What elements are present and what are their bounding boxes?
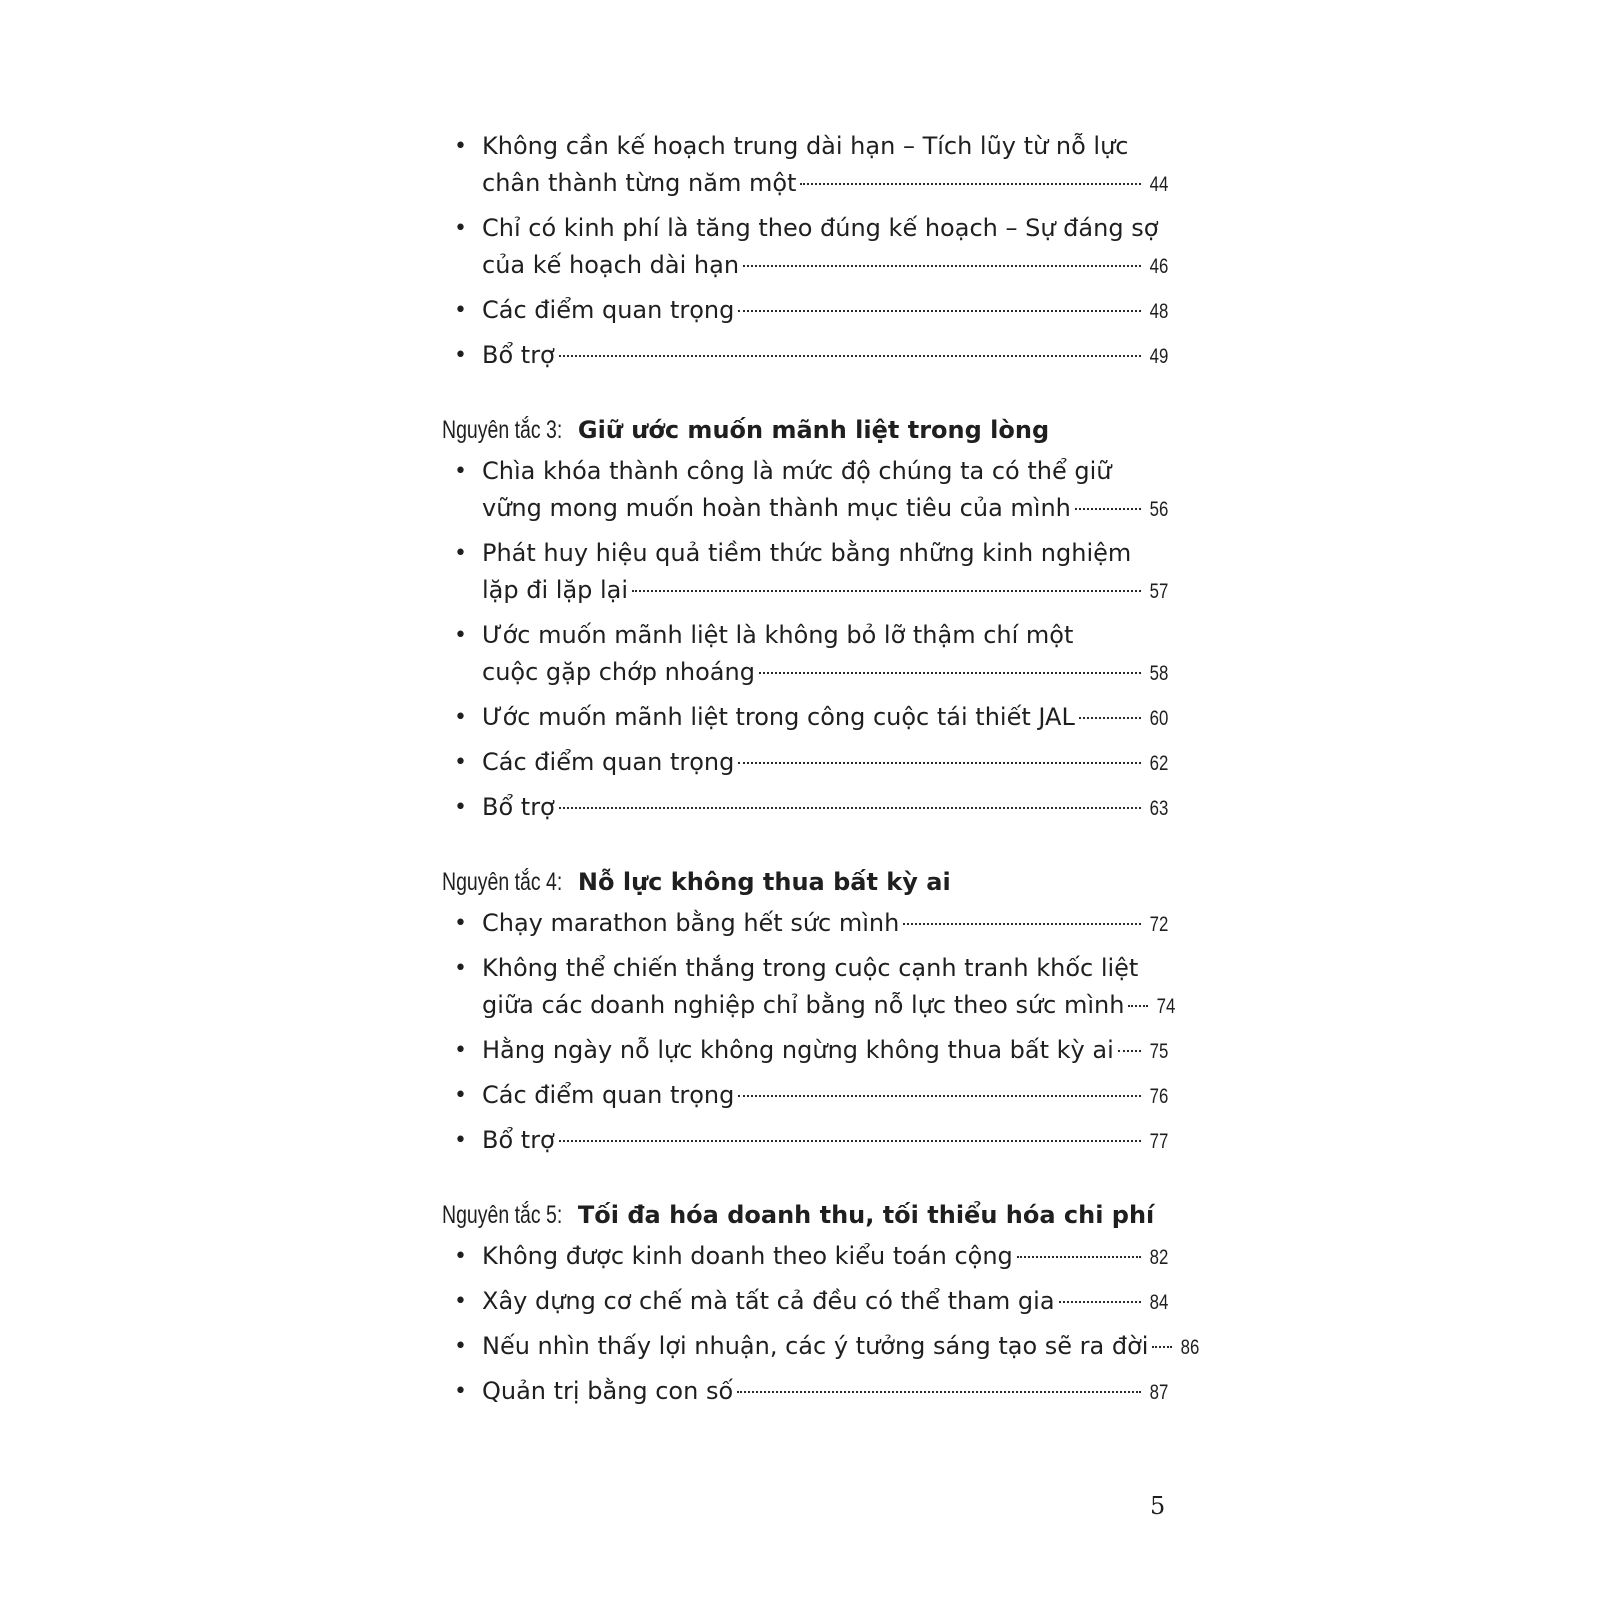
bullet-icon: • — [454, 541, 467, 566]
toc-entry[interactable] — [454, 337, 1168, 375]
entry-last-line — [482, 744, 1168, 782]
entry-title: Hằng ngày nỗ lực không ngừng không thua bất kỳ ai — [482, 1036, 1114, 1064]
toc-entry[interactable] — [454, 292, 1168, 330]
entry-title: Ước muốn mãnh liệt trong công cuộc tái thiết JAL — [482, 703, 1075, 731]
dot-leader — [738, 310, 1140, 312]
bullet-icon: • — [454, 134, 467, 159]
toc-entry[interactable] — [454, 1122, 1168, 1160]
toc-entry[interactable] — [454, 1077, 1168, 1115]
bullet-icon: • — [454, 705, 467, 730]
bullet-icon: • — [454, 1379, 467, 1404]
entry-page-number: 82 — [1149, 1246, 1168, 1269]
entry-page-number: 76 — [1149, 1085, 1168, 1108]
toc-entry[interactable] — [454, 950, 1176, 1025]
entry-last-line — [482, 1373, 1168, 1411]
entry-last-line — [482, 905, 1168, 943]
table-of-contents — [442, 128, 1200, 1418]
entry-last-line — [482, 789, 1168, 827]
dot-leader — [632, 590, 1141, 592]
toc-entry[interactable] — [454, 744, 1168, 782]
section-title — [442, 863, 1168, 901]
entry-title: của kế hoạch dài hạn — [482, 251, 740, 279]
dot-leader — [903, 923, 1140, 925]
entry-title: Các điểm quan trọng — [482, 1081, 735, 1109]
dot-leader — [1152, 1346, 1172, 1348]
bullet-icon: • — [454, 216, 467, 241]
toc-entry[interactable] — [454, 617, 1168, 692]
bullet-icon: • — [454, 1244, 467, 1269]
entry-title-line: Không cần kế hoạch trung dài hạn – Tích lũy từ nỗ lực — [482, 132, 1129, 160]
dot-leader — [738, 762, 1140, 764]
dot-leader — [559, 807, 1141, 809]
dot-leader — [1118, 1050, 1141, 1052]
entry-title-line: Ước muốn mãnh liệt là không bỏ lỡ thậm chí một — [482, 621, 1074, 649]
toc-entry[interactable] — [454, 905, 1168, 943]
entry-title-line: Không thể chiến thắng trong cuộc cạnh tranh khốc liệt — [482, 954, 1139, 982]
toc-entry[interactable] — [454, 699, 1168, 737]
entry-title: Xây dựng cơ chế mà tất cả đều có thể tham gia — [482, 1287, 1055, 1315]
bullet-icon: • — [454, 459, 467, 484]
dot-leader — [1017, 1256, 1141, 1258]
toc-entry[interactable] — [454, 210, 1168, 285]
entry-title: Bổ trợ — [482, 793, 555, 821]
bullet-icon: • — [454, 1289, 467, 1314]
entry-title: Chạy marathon bằng hết sức mình — [482, 909, 900, 937]
toc-entry[interactable] — [454, 128, 1168, 203]
entry-page-number: 56 — [1149, 498, 1168, 521]
dot-leader — [1128, 1005, 1148, 1007]
entry-last-line — [482, 699, 1168, 737]
entry-page-number: 48 — [1149, 300, 1168, 323]
dot-leader — [737, 1391, 1140, 1393]
bullet-icon: • — [454, 911, 467, 936]
toc-entry[interactable] — [454, 1032, 1168, 1070]
toc-entry[interactable] — [454, 789, 1168, 827]
entry-last-line — [482, 490, 1168, 528]
entry-page-number: 86 — [1181, 1336, 1200, 1359]
entry-title: Quản trị bằng con số — [482, 1377, 734, 1405]
dot-leader — [743, 265, 1141, 267]
toc-entry[interactable] — [454, 535, 1168, 610]
entry-title: cuộc gặp chớp nhoáng — [482, 658, 755, 686]
dot-leader — [759, 672, 1141, 674]
entry-title: giữa các doanh nghiệp chỉ bằng nỗ lực theo sức mình — [482, 991, 1125, 1019]
section-title — [442, 1196, 1168, 1234]
bullet-icon: • — [454, 298, 467, 323]
section-label: Nguyên tắc 3: — [442, 416, 563, 444]
entry-title-line: Chìa khóa thành công là mức độ chúng ta có thể giữ — [482, 457, 1112, 485]
entry-page-number: 44 — [1149, 173, 1168, 196]
entry-title: Nếu nhìn thấy lợi nhuận, các ý tưởng sáng tạo sẽ ra đời — [482, 1332, 1149, 1360]
entry-title: vững mong muốn hoàn thành mục tiêu của mình — [482, 494, 1071, 522]
toc-entry[interactable] — [454, 1328, 1200, 1366]
bullet-icon: • — [454, 1083, 467, 1108]
entry-last-line — [482, 165, 1168, 203]
entry-last-line — [482, 1238, 1168, 1276]
toc-entry[interactable] — [454, 1238, 1168, 1276]
toc-section — [442, 1196, 1200, 1411]
toc-entry[interactable] — [454, 1283, 1168, 1321]
dot-leader — [1079, 717, 1141, 719]
entry-last-line — [482, 337, 1168, 375]
toc-section — [442, 128, 1168, 375]
toc-entry[interactable] — [454, 1373, 1168, 1411]
entry-last-line — [482, 987, 1176, 1025]
entry-page-number: 62 — [1149, 752, 1168, 775]
bullet-icon: • — [454, 623, 467, 648]
toc-entry[interactable] — [454, 453, 1168, 528]
entry-page-number: 49 — [1149, 345, 1168, 368]
entry-last-line — [482, 654, 1168, 692]
entry-page-number: 84 — [1149, 1291, 1168, 1314]
entry-title: Không được kinh doanh theo kiểu toán cộng — [482, 1242, 1013, 1270]
entry-page-number: 58 — [1149, 662, 1168, 685]
entry-last-line — [482, 247, 1168, 285]
entry-last-line — [482, 1283, 1168, 1321]
entry-title: lặp đi lặp lại — [482, 576, 629, 604]
entry-page-number: 63 — [1149, 797, 1168, 820]
entry-title: Bổ trợ — [482, 341, 555, 369]
entry-title: Bổ trợ — [482, 1126, 555, 1154]
entry-title-line: Phát huy hiệu quả tiềm thức bằng những kinh nghiệm — [482, 539, 1132, 567]
entry-page-number: 77 — [1149, 1130, 1168, 1153]
toc-section — [442, 411, 1168, 827]
bullet-icon: • — [454, 956, 467, 981]
entry-page-number: 75 — [1149, 1040, 1168, 1063]
bullet-icon: • — [454, 1038, 467, 1063]
section-label: Nguyên tắc 4: — [442, 868, 563, 896]
bullet-icon: • — [454, 750, 467, 775]
toc-section — [442, 863, 1176, 1160]
page-number: 5 — [1150, 1492, 1166, 1520]
bullet-icon: • — [454, 1128, 467, 1153]
bullet-icon: • — [454, 1334, 467, 1359]
entry-page-number: 60 — [1149, 707, 1168, 730]
section-name: Tối đa hóa doanh thu, tối thiểu hóa chi phí — [577, 1201, 1155, 1229]
entry-page-number: 87 — [1149, 1381, 1168, 1404]
entry-title: chân thành từng năm một — [482, 169, 797, 197]
dot-leader — [1075, 508, 1141, 510]
entry-page-number: 46 — [1149, 255, 1168, 278]
section-label: Nguyên tắc 5: — [442, 1201, 563, 1229]
entry-title-line: Chỉ có kinh phí là tăng theo đúng kế hoạch – Sự đáng sợ — [482, 214, 1159, 242]
dot-leader — [1059, 1301, 1141, 1303]
entry-last-line — [482, 292, 1168, 330]
entry-last-line — [482, 1077, 1168, 1115]
entry-last-line — [482, 1328, 1200, 1366]
section-name: Nỗ lực không thua bất kỳ ai — [577, 868, 951, 896]
dot-leader — [559, 355, 1141, 357]
entry-last-line — [482, 572, 1168, 610]
entry-page-number: 72 — [1149, 913, 1168, 936]
entry-last-line — [482, 1122, 1168, 1160]
entry-last-line — [482, 1032, 1168, 1070]
bullet-icon: • — [454, 343, 467, 368]
section-name: Giữ ước muốn mãnh liệt trong lòng — [577, 416, 1050, 444]
section-title — [442, 411, 1168, 449]
entry-page-number: 74 — [1157, 995, 1176, 1018]
dot-leader — [738, 1095, 1140, 1097]
dot-leader — [800, 183, 1140, 185]
bullet-icon: • — [454, 795, 467, 820]
entry-title: Các điểm quan trọng — [482, 748, 735, 776]
entry-page-number: 57 — [1149, 580, 1168, 603]
dot-leader — [559, 1140, 1141, 1142]
entry-title: Các điểm quan trọng — [482, 296, 735, 324]
